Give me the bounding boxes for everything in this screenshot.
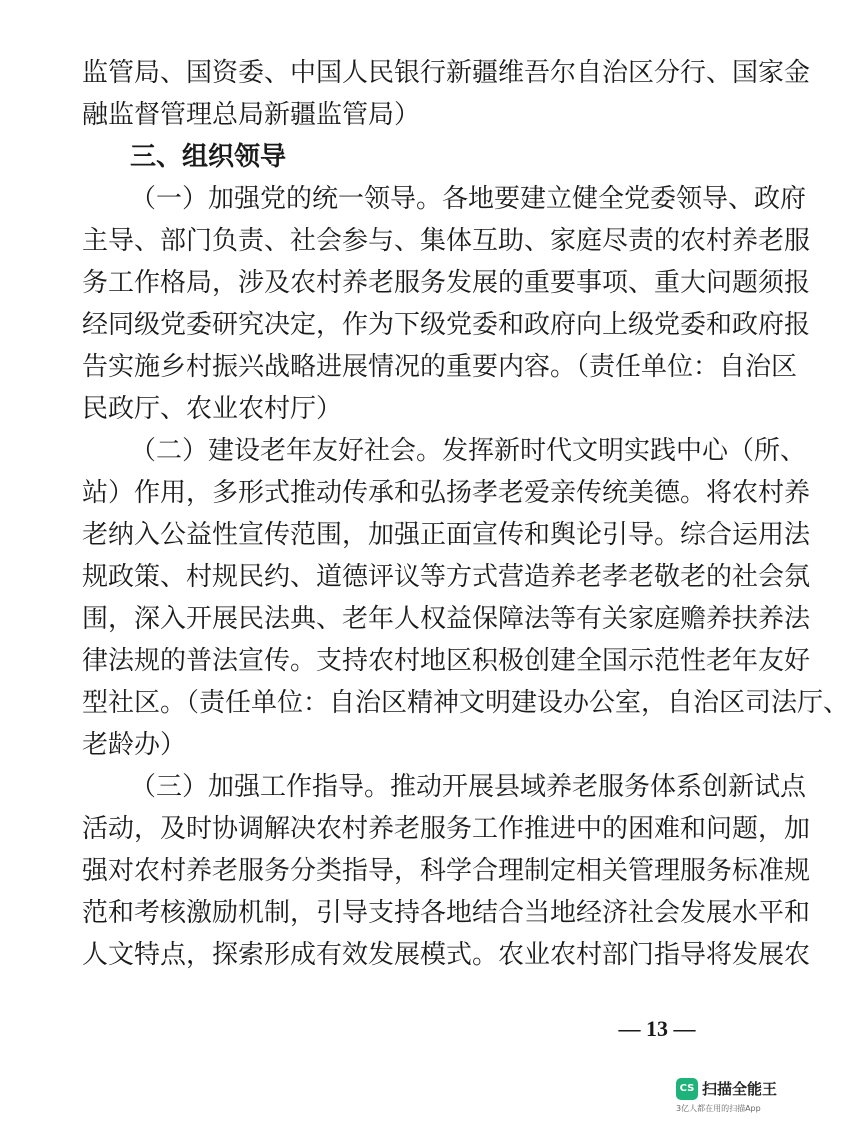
body-line-18: （三）加强工作指导。推动开展县域养老服务体系创新试点 [130, 772, 807, 802]
body-line-2: 融监督管理总局新疆监管局） [82, 100, 421, 130]
camscanner-logo-icon: CS [676, 1078, 698, 1100]
body-line-17: 老龄办） [82, 730, 187, 760]
watermark-tagline: 3亿人都在用的扫描App [676, 1104, 761, 1113]
body-line-9: 民政厅、农业农村厅） [82, 394, 343, 424]
body-line-14: 围，深入开展民法典、老年人权益保障法等有关家庭赡养扶养法 [82, 604, 811, 634]
page-number: — 13 — [618, 1016, 696, 1041]
body-line-15: 律法规的普法宣传。支持农村地区积极创建全国示范性老年友好 [82, 646, 811, 676]
body-line-20: 强对农村养老服务分类指导，科学合理制定相关管理服务标准规 [82, 856, 811, 886]
scanner-watermark [676, 1078, 786, 1118]
body-line-16: 型社区。（责任单位：自治区精神文明建设办公室，自治区司法厅、 [82, 688, 849, 718]
section-heading: 三、组织领导 [130, 142, 287, 172]
body-line-11: 站）作用，多形式推动传承和弘扬孝老爱亲传统美德。将农村养 [82, 478, 811, 508]
watermark-app-name: 扫描全能王 [702, 1080, 778, 1098]
body-line-1: 监管局、国资委、中国人民银行新疆维吾尔自治区分行、国家金 [82, 58, 811, 88]
body-line-6: 务工作格局，涉及农村养老服务发展的重要事项、重大问题须报 [82, 268, 811, 298]
body-line-12: 老纳入公益性宣传范围，加强正面宣传和舆论引导。综合运用法 [82, 520, 811, 550]
body-line-7: 经同级党委研究决定，作为下级党委和政府向上级党委和政府报 [82, 310, 811, 340]
body-line-10: （二）建设老年友好社会。发挥新时代文明实践中心（所、 [130, 436, 807, 466]
body-line-13: 规政策、村规民约、道德评议等方式营造养老孝老敬老的社会氛 [82, 562, 811, 592]
body-line-8: 告实施乡村振兴战略进展情况的重要内容。（责任单位：自治区 [82, 352, 798, 382]
body-line-22: 人文特点，探索形成有效发展模式。农业农村部门指导将发展农 [82, 940, 811, 970]
body-line-5: 主导、部门负责、社会参与、集体互助、家庭尽责的农村养老服 [82, 226, 811, 256]
body-line-4: （一）加强党的统一领导。各地要建立健全党委领导、政府 [130, 184, 807, 214]
body-line-21: 范和考核激励机制，引导支持各地结合当地经济社会发展水平和 [82, 898, 811, 928]
body-line-19: 活动，及时协调解决农村养老服务工作推进中的困难和问题，加 [82, 814, 811, 844]
